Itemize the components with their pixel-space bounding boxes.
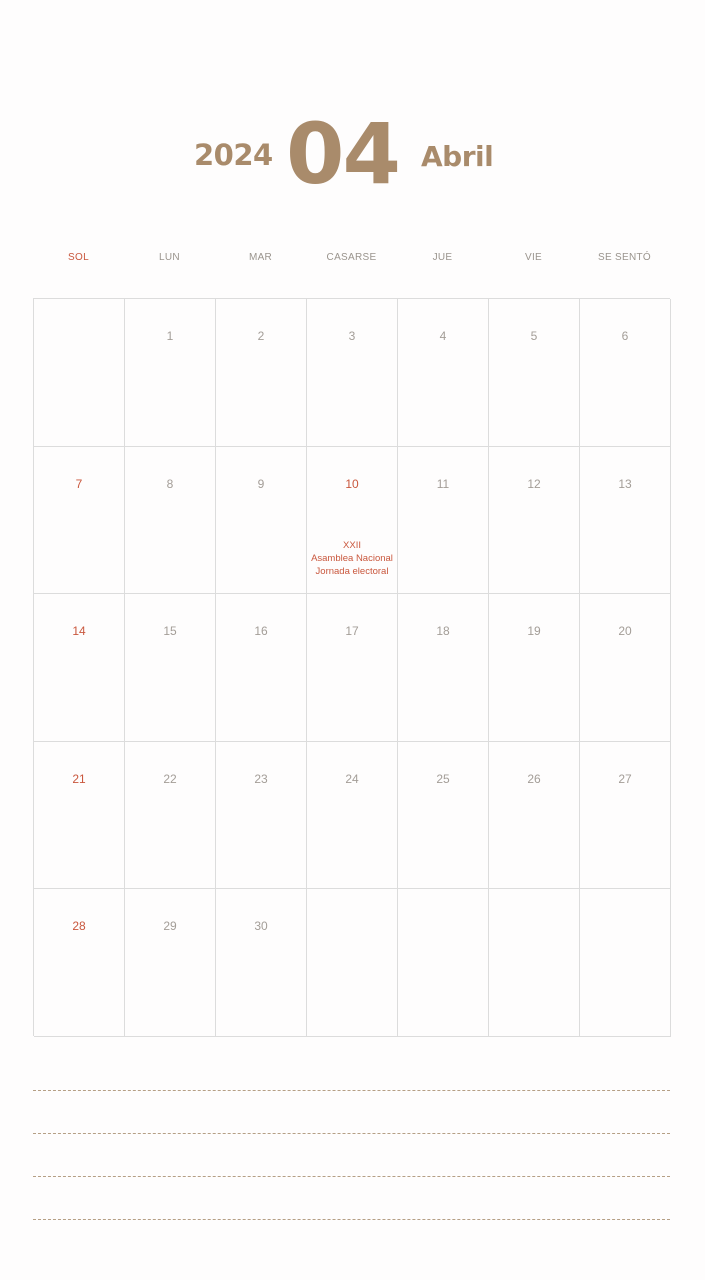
day-cell[interactable] <box>34 594 125 742</box>
day-number: 6 <box>621 329 629 343</box>
day-cell[interactable] <box>489 594 580 742</box>
day-number: 10 <box>345 476 359 491</box>
day-cell <box>398 889 489 1037</box>
day-number: 20 <box>618 624 632 639</box>
day-number: 16 <box>254 624 268 639</box>
day-cell[interactable] <box>398 594 489 742</box>
day-number: 19 <box>527 624 541 639</box>
day-cell[interactable] <box>34 889 125 1037</box>
note-line <box>33 1176 670 1177</box>
event-line: Asamblea Nacional <box>311 552 393 564</box>
day-number: 25 <box>436 771 450 786</box>
day-cell[interactable] <box>125 889 216 1037</box>
day-cell[interactable] <box>125 594 216 742</box>
day-cell <box>307 889 398 1037</box>
day-cell[interactable] <box>125 299 216 447</box>
note-line <box>33 1090 670 1091</box>
day-cell[interactable] <box>398 299 489 447</box>
day-cell <box>489 889 580 1037</box>
day-cell[interactable] <box>489 742 580 890</box>
day-number: 14 <box>72 624 86 639</box>
day-number: 3 <box>348 329 356 343</box>
day-number: 28 <box>72 919 86 934</box>
event-line: Jornada electoral <box>315 565 389 577</box>
day-number: 23 <box>254 771 268 786</box>
day-number: 2 <box>257 329 265 343</box>
event-note <box>307 539 397 578</box>
day-number: 8 <box>166 476 174 491</box>
day-cell[interactable] <box>216 742 307 890</box>
day-number: 21 <box>72 771 86 786</box>
day-number: 9 <box>257 476 265 491</box>
day-number: 29 <box>163 919 177 934</box>
day-cell[interactable] <box>34 447 125 595</box>
weekday-monday: LUN <box>159 252 180 263</box>
day-cell[interactable] <box>580 594 671 742</box>
day-number: 5 <box>530 329 538 343</box>
weekday-wednesday: CASARSE <box>326 252 377 263</box>
weekday-thursday: JUE <box>432 252 453 263</box>
day-cell <box>580 889 671 1037</box>
day-number: 24 <box>345 771 359 786</box>
day-number: 1 <box>166 329 174 343</box>
day-number: 7 <box>75 476 83 491</box>
day-cell[interactable] <box>125 742 216 890</box>
day-cell[interactable] <box>216 299 307 447</box>
day-cell[interactable] <box>216 889 307 1037</box>
day-cell[interactable] <box>307 594 398 742</box>
day-number: 27 <box>618 771 632 786</box>
day-cell[interactable] <box>125 447 216 595</box>
day-cell[interactable] <box>398 447 489 595</box>
day-cell[interactable] <box>216 447 307 595</box>
month-name: Abril <box>421 140 494 173</box>
day-cell[interactable] <box>580 447 671 595</box>
day-cell[interactable] <box>580 299 671 447</box>
year-label: 2024 <box>194 138 273 172</box>
day-cell[interactable] <box>216 594 307 742</box>
calendar-grid <box>33 298 670 1036</box>
day-number: 12 <box>527 476 541 491</box>
day-number: 13 <box>618 476 632 491</box>
day-number: 15 <box>163 624 177 639</box>
calendar-header <box>0 0 705 240</box>
day-cell[interactable] <box>489 447 580 595</box>
day-cell[interactable] <box>580 742 671 890</box>
day-number: 4 <box>439 329 447 343</box>
day-cell[interactable] <box>307 299 398 447</box>
day-number: 18 <box>436 624 450 639</box>
weekday-sunday: SOL <box>68 252 89 263</box>
day-cell[interactable] <box>307 742 398 890</box>
day-number: 17 <box>345 624 359 639</box>
day-cell[interactable] <box>34 742 125 890</box>
event-line: XXII <box>343 539 361 551</box>
weekday-friday: VIE <box>524 252 543 263</box>
day-cell[interactable] <box>398 742 489 890</box>
day-number: 22 <box>163 771 177 786</box>
weekday-saturday: SE SENTÓ <box>598 252 651 263</box>
day-number: 26 <box>527 771 541 786</box>
note-line <box>33 1219 670 1220</box>
day-number: 11 <box>436 476 450 491</box>
day-number: 30 <box>254 919 268 934</box>
weekday-header-row <box>33 252 670 272</box>
notes-area <box>33 1090 670 1262</box>
month-number: 04 <box>286 105 399 203</box>
day-cell[interactable] <box>307 447 398 595</box>
note-line <box>33 1133 670 1134</box>
weekday-tuesday: MAR <box>248 252 273 263</box>
day-cell[interactable] <box>489 299 580 447</box>
day-cell <box>34 299 125 447</box>
